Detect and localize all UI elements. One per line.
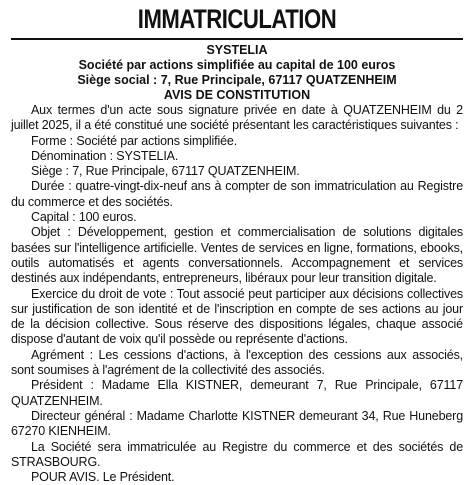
company-type: Société par actions simplifiée au capital de 100 euros [78,58,396,72]
paragraph-capital: Capital : 100 euros. [31,210,137,225]
paragraph-duration: Durée : quatre-vingt-dix-neuf ans à compter de son immatriculation au Registre du commerce et des sociétés. [11,179,463,209]
registered-office: Siège social : 7, Rue Principale, 67117 QUATZENHEIM [77,73,397,87]
paragraph-director: Directeur général : Madame Charlotte KISTNER demeurant 34, Rue Huneberg 67270 KIENHEIM. [11,408,463,439]
notice-body [11,103,463,485]
paragraph-signature: POUR AVIS. Le Président. [31,470,175,485]
paragraph-seat: Siège : 7, Rue Principale, 67117 QUATZENHEIM. [31,164,300,179]
paragraph-registration: La Société sera immatriculée au Registre du commerce et des sociétés de STRASBOURG. [11,439,463,469]
company-name: SYSTELIA [206,43,268,57]
paragraph-purpose: Objet : Développement, gestion et commercialisation de solutions digitales basées sur l'intelligence artificielle. Ventes de services en ligne, formations, ebooks, outils automatisés et agents conversationnels. Accompagnement et services destinés aux indépendants, entrepreneurs, libéraux pour leur transition digitale. [11,225,463,286]
paragraph-voting: Exercice du droit de vote : Tout associé peut participer aux décisions collectives sur justification de son identité et de l'inscription en compte de ses actions au jour de la décision collective. Sous réserve des dispositions légales, chaque associé dispose d'autant de voix qu'il possède ou représente d'actions. [11,286,463,347]
paragraph-approval: Agrément : Les cessions d'actions, à l'exception des cessions aux associés, sont soumises à l'agrément de la collectivité des associés. [11,347,463,378]
section-banner: IMMATRICULATION [137,4,337,34]
paragraph-form: Forme : Société par actions simplifiée. [31,133,238,148]
paragraph-intro: Aux termes d'un acte sous signature privée en date à QUATZENHEIM du 2 juillet 2025, il a été constitué une société présentant les caractéristiques suivantes : [11,103,463,133]
notice-title: AVIS DE CONSTITUTION [163,88,311,102]
legal-notice-page [11,4,463,485]
paragraph-president: Président : Madame Ella KISTNER, demeurant 7, Rue Principale, 67117 QUATZENHEIM. [11,378,463,408]
banner-divider [11,38,463,40]
paragraph-name: Dénomination : SYSTELIA. [31,148,179,163]
